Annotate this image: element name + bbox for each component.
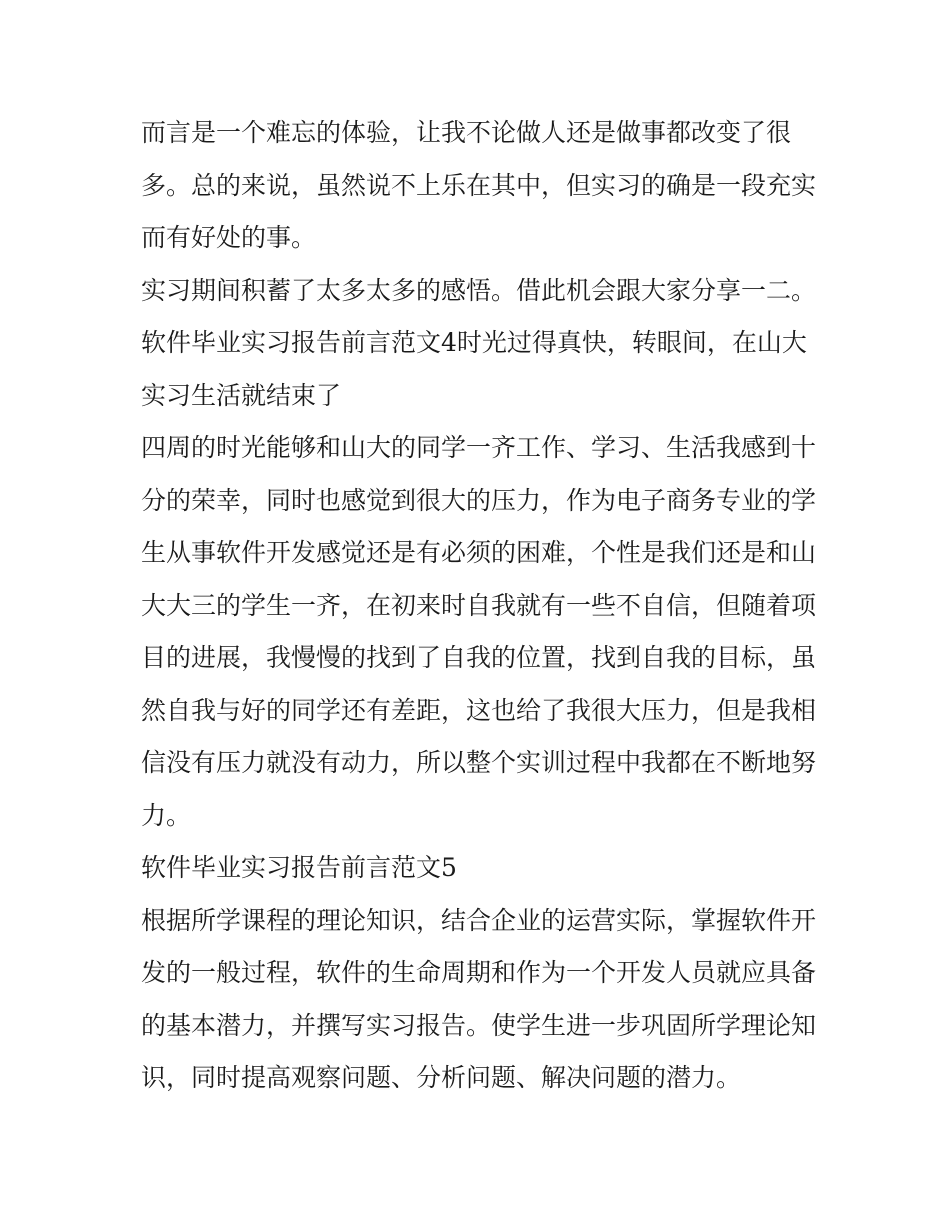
text-line: 力。 [141,800,192,830]
text-line: 分的荣幸，同时也感觉到很大的压力，作为电子商务专业的学 [141,485,817,515]
text-line: 发的一般过程，软件的生命周期和作为一个开发人员就应具备 [141,958,817,987]
text-line: 的基本潜力，并撰写实习报告。使学生进一步巩固所学理论知 [141,1010,817,1040]
text-line: 识，同时提高观察问题、分析问题、解决问题的潜力。 [141,1063,742,1092]
section-heading-line: 软件毕业实习报告前言范文4时光过得真快，转眼间，在山大 [141,328,807,357]
text-line: 信没有压力就没有动力，所以整个实训过程中我都在不断地努 [141,748,817,777]
text-line: 而有好处的事。 [141,223,317,252]
text-line: 然自我与好的同学还有差距，这也给了我很大压力，但是我相 [141,695,817,725]
text-line: 生从事软件开发感觉还是有必须的困难，个性是我们还是和山 [141,538,817,567]
text-line: 四周的时光能够和山大的同学一齐工作、学习、生活我感到十 [141,433,817,462]
text-line: 实习生活就结束了 [141,380,342,410]
text-line: 而言是一个难忘的体验，让我不论做人还是做事都改变了很 [141,118,792,147]
text-line: 实习期间积蓄了太多太多的感悟。借此机会跟大家分享一二。 [141,275,817,305]
text-line: 大大三的学生一齐，在初来时自我就有一些不自信，但随着项 [141,590,817,620]
text-line: 目的进展，我慢慢的找到了自我的位置，找到自我的目标，虽 [141,643,817,672]
text-line: 多。总的来说，虽然说不上乐在其中，但实习的确是一段充实 [141,170,817,200]
section-heading: 软件毕业实习报告前言范文5 [141,853,457,882]
text-line: 根据所学课程的理论知识，结合企业的运营实际，掌握软件开 [141,905,817,935]
document-body [141,107,821,1105]
